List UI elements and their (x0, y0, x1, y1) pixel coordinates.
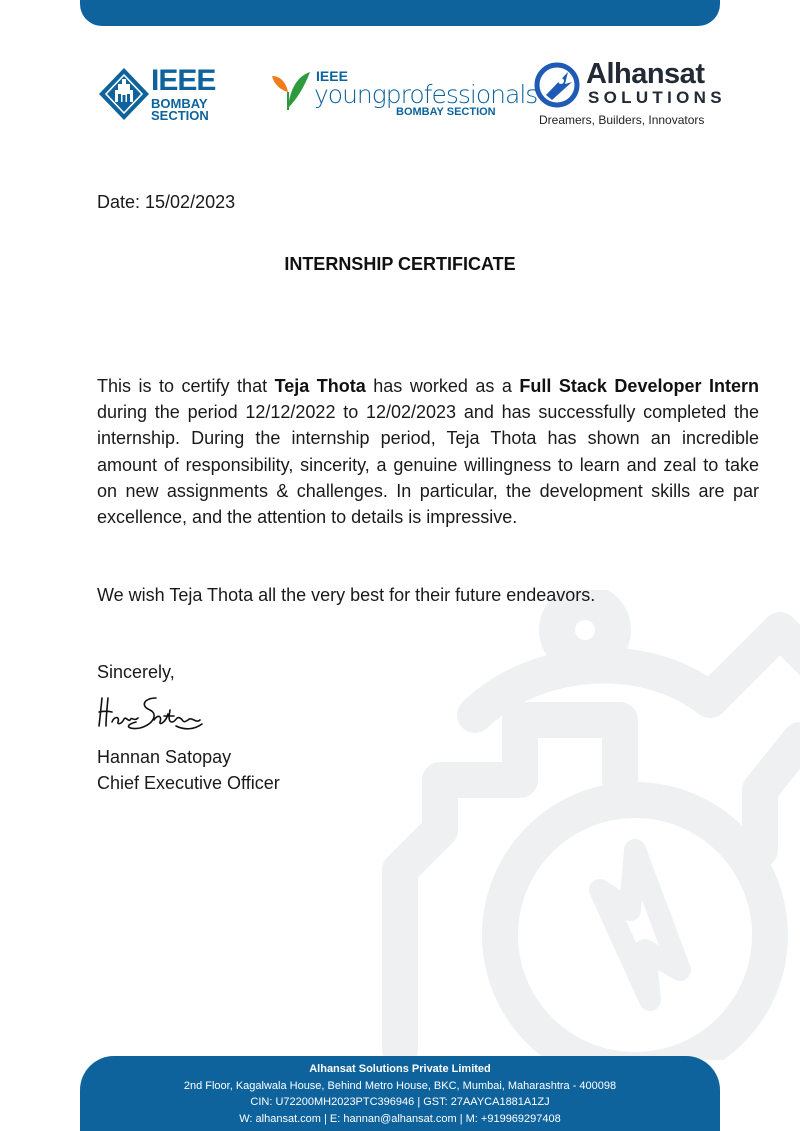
wish-line: We wish Teja Thota all the very best for their future endeavors. (97, 585, 596, 605)
body-text-2: has worked as a (365, 376, 520, 396)
yp-logo-section: BOMBAY SECTION (396, 106, 496, 118)
footer-contact: W: alhansat.com | E: hannan@alhansat.com | M: +919969297408 (239, 1112, 561, 1125)
ieee-logo-line2: SECTION (151, 108, 209, 123)
yp-logo-ieee: IEEE (316, 68, 348, 84)
certificate-title: INTERNSHIP CERTIFICATE (284, 254, 516, 274)
ieee-logo-line1: BOMBAY (151, 96, 208, 111)
rocket-gear-icon (532, 60, 582, 110)
intern-name: Teja Thota (274, 376, 366, 396)
header-banner (80, 0, 720, 26)
body-text-1: This is to certify that (97, 376, 275, 396)
ieee-diamond-icon (97, 66, 151, 122)
signer-title: Chief Executive Officer (97, 773, 280, 793)
certificate-date: Date: 15/02/2023 (97, 192, 236, 212)
footer-banner (80, 1056, 720, 1131)
closing: Sincerely, (97, 662, 175, 682)
alhansat-logo (532, 58, 726, 130)
signature-image (96, 694, 206, 734)
body-text-3: during the period 12/12/2022 to 12/02/2023 and has successfully completed the internship. During the internship period, Teja Thota has shown an incredible amount of responsibility, sincerity, a genuine willingness to learn and zeal to take on new assignments & challenges. In particular, the development skills are par excellence, and the attention to details is impressive. (97, 402, 759, 528)
ieee-logo-word: IEEE (151, 64, 216, 97)
ieee-young-professionals-logo (268, 66, 538, 120)
footer-company: Alhansat Solutions Private Limited (309, 1063, 491, 1075)
alhansat-tagline: Dreamers, Builders, Innovators (539, 113, 705, 127)
certificate-body (97, 373, 759, 530)
yp-leaf-icon (268, 70, 314, 114)
gear-watermark-icon (380, 590, 800, 1060)
signer-name: Hannan Satopay (97, 747, 232, 767)
ieee-bombay-logo (97, 66, 242, 124)
alhansat-logo-sub: SOLUTIONS (588, 88, 726, 107)
yp-logo-name: youngprofessionals (314, 80, 538, 109)
footer-ids: CIN: U72200MH2023PTC396946 | GST: 27AAYCA1881A1ZJ (250, 1096, 550, 1108)
alhansat-logo-name: Alhansat (586, 58, 705, 90)
footer-address: 2nd Floor, Kagalwala House, Behind Metro House, BKC, Mumbai, Maharashtra - 400098 (183, 1079, 617, 1092)
intern-role: Full Stack Developer Intern (519, 376, 759, 396)
